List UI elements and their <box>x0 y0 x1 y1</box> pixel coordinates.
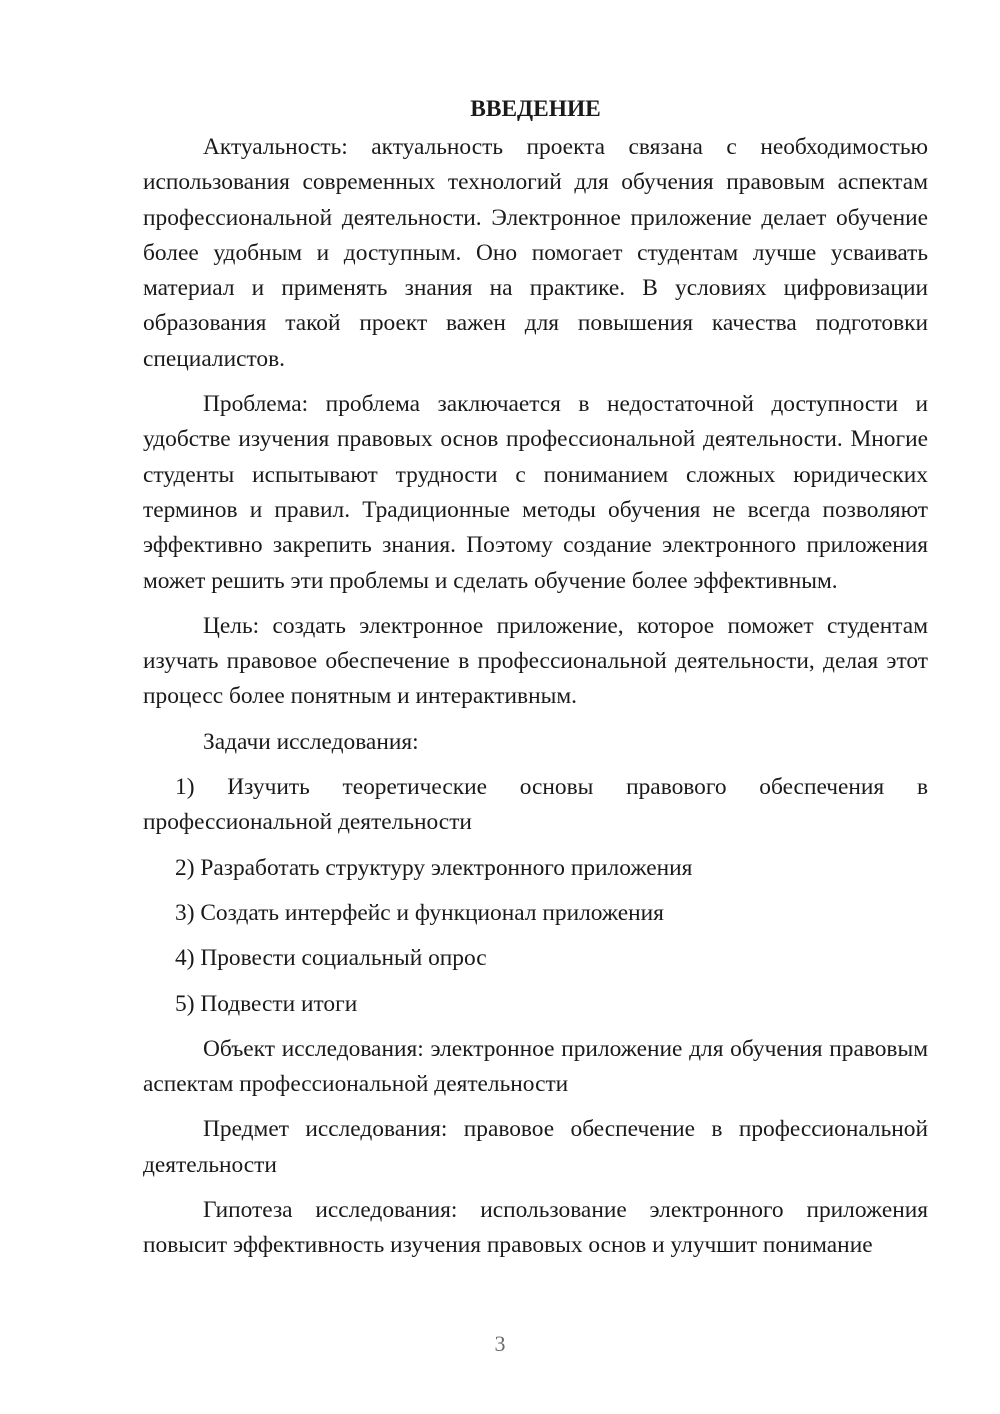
problem-paragraph: Проблема: проблема заключается в недостаточной доступности и удобстве изучения правовых основ профессиональной деятельности. Многие студенты испытывают трудности с пониманием сложных юридических терминов и правил. Традиционные методы обучения не всегда позволяют эффективно закрепить знания. Поэтому создание электронного приложения может решить эти проблемы и сделать обучение более эффективным. <box>143 391 928 594</box>
task-item-1: 1) Изучить теоретические основы правового обеспечения в профессиональной деятельности <box>143 774 928 836</box>
page-content <box>143 92 928 1274</box>
section-heading: ВВЕДЕНИЕ <box>470 96 601 122</box>
task-item-3: 3) Создать интерфейс и функционал приложения <box>175 899 664 926</box>
task-item-4: 4) Провести социальный опрос <box>175 945 487 972</box>
task-item-2: 2) Разработать структуру электронного приложения <box>175 854 693 881</box>
goal-paragraph: Цель: создать электронное приложение, которое поможет студентам изучать правовое обеспечение в профессиональной деятельности, делая этот процесс более понятным и интерактивным. <box>143 612 928 710</box>
page-number: 3 <box>494 1331 506 1356</box>
task-item-5: 5) Подвести итоги <box>175 990 358 1017</box>
hypothesis-paragraph: Гипотеза исследования: использование электронного приложения повысит эффективность изучения правовых основ и улучшит понимание <box>143 1197 928 1259</box>
subject-paragraph: Предмет исследования: правовое обеспечение в профессиональной деятельности <box>143 1116 928 1178</box>
tasks-label: Задачи исследования: <box>203 728 419 755</box>
object-paragraph: Объект исследования: электронное приложение для обучения правовым аспектам профессиональной деятельности <box>143 1035 928 1098</box>
relevance-paragraph: Актуальность: актуальность проекта связана с необходимостью использования современных технологий для обучения правовым аспектам профессиональной деятельности. Электронное приложение делает обучение более удобным и доступным. Оно помогает студентам лучше усваивать материал и применять знания на практике. В условиях цифровизации образования такой проект важен для повышения качества подготовки специалистов. <box>143 134 928 372</box>
